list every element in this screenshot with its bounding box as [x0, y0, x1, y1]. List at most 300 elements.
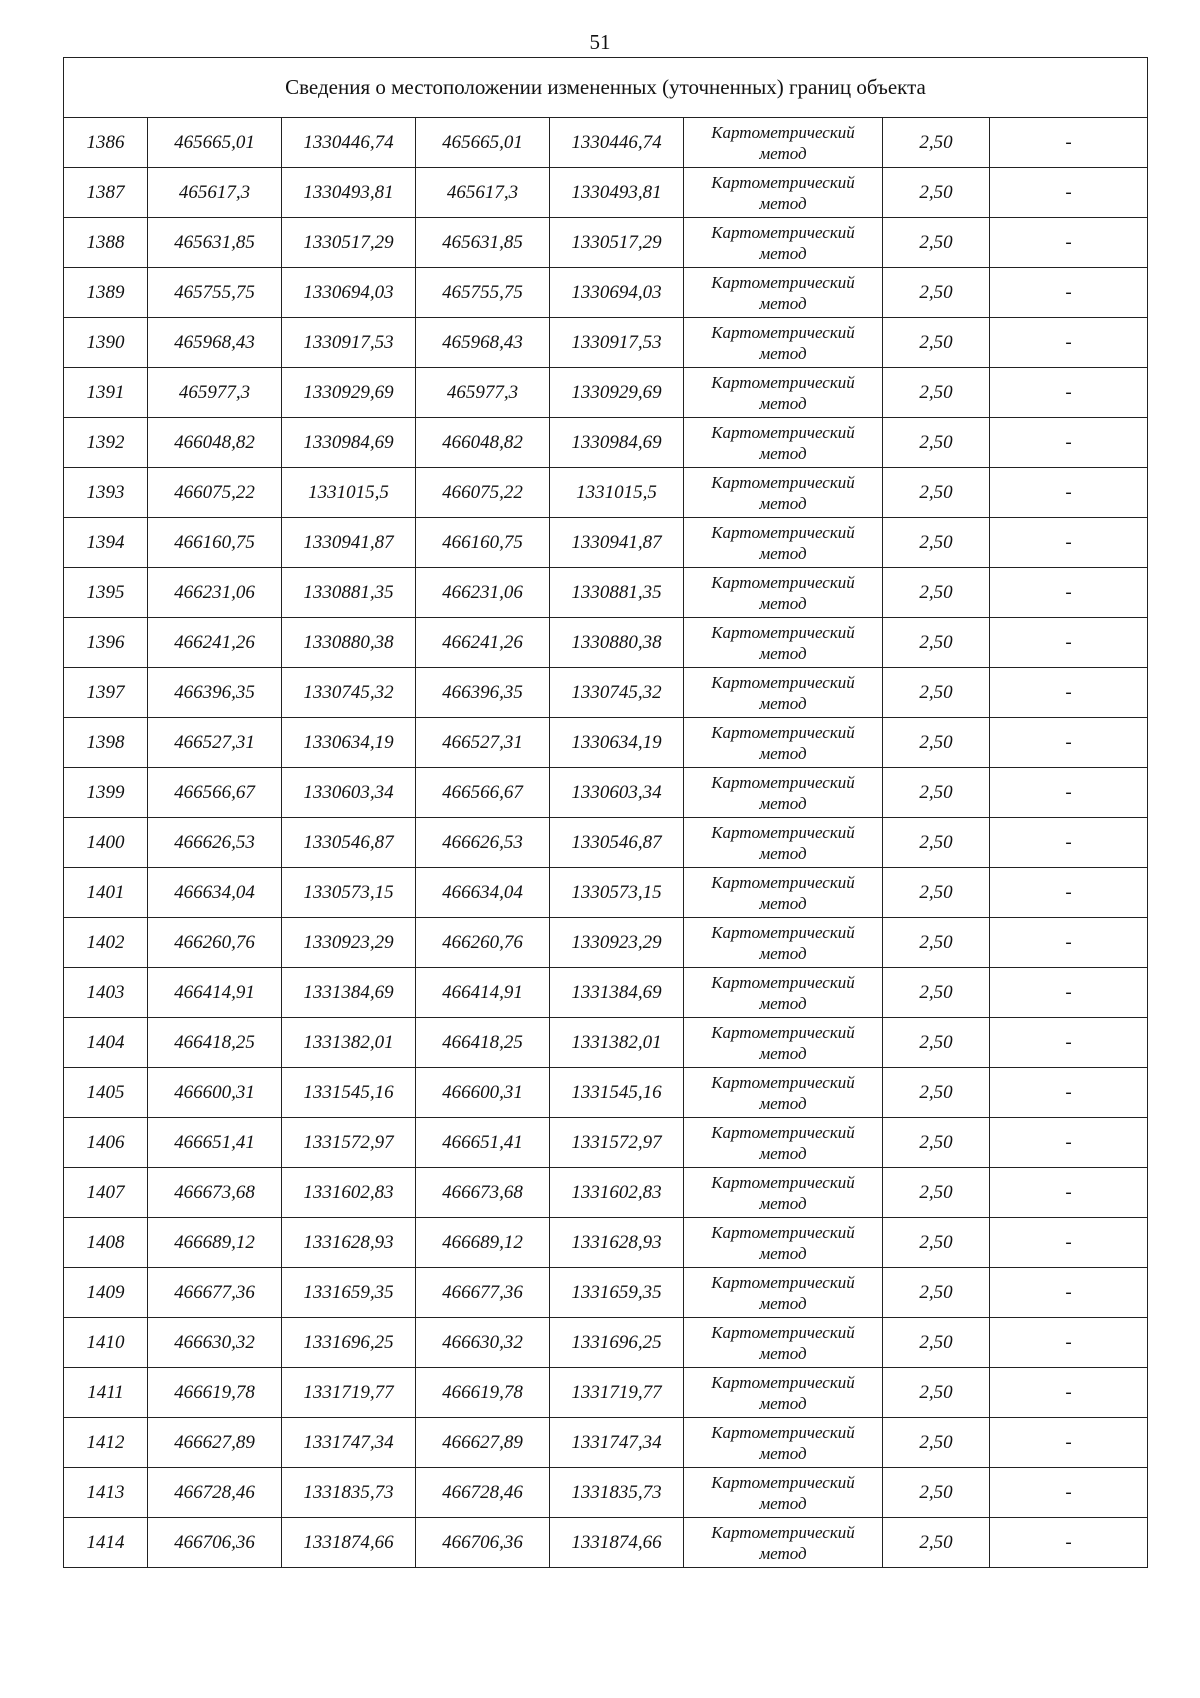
table-row	[64, 268, 1148, 318]
note-cell: -	[990, 1318, 1148, 1368]
method-cell	[684, 1168, 883, 1218]
method-cell	[684, 168, 883, 218]
method-line-1: Картометрический	[711, 1022, 855, 1042]
existing-x-cell: 466075,22	[148, 468, 282, 518]
new-x-cell: 466418,25	[416, 1018, 550, 1068]
new-x-cell: 466600,31	[416, 1068, 550, 1118]
note-cell: -	[990, 1368, 1148, 1418]
accuracy-cell: 2,50	[883, 368, 990, 418]
point-number-cell: 1393	[64, 468, 148, 518]
existing-x-cell: 466706,36	[148, 1518, 282, 1568]
method-line-2: метод	[759, 493, 807, 513]
method-line-1: Картометрический	[711, 822, 855, 842]
point-number-cell: 1389	[64, 268, 148, 318]
existing-x-cell: 465755,75	[148, 268, 282, 318]
accuracy-cell: 2,50	[883, 718, 990, 768]
method-line-1: Картометрический	[711, 1372, 855, 1392]
table-row	[64, 618, 1148, 668]
method-line-1: Картометрический	[711, 122, 855, 142]
new-y-cell: 1331659,35	[550, 1268, 684, 1318]
point-number-cell: 1412	[64, 1418, 148, 1468]
new-y-cell: 1330941,87	[550, 518, 684, 568]
new-y-cell: 1330984,69	[550, 418, 684, 468]
method-cell	[684, 768, 883, 818]
method-line-1: Картометрический	[711, 1072, 855, 1092]
accuracy-cell: 2,50	[883, 1018, 990, 1068]
new-x-cell: 466396,35	[416, 668, 550, 718]
table-row	[64, 1468, 1148, 1518]
method-line-2: метод	[759, 843, 807, 863]
method-cell	[684, 718, 883, 768]
new-x-cell: 465617,3	[416, 168, 550, 218]
new-y-cell: 1330546,87	[550, 818, 684, 868]
existing-y-cell: 1331572,97	[282, 1118, 416, 1168]
new-x-cell: 466627,89	[416, 1418, 550, 1468]
accuracy-cell: 2,50	[883, 618, 990, 668]
method-cell	[684, 1468, 883, 1518]
table-row	[64, 868, 1148, 918]
new-y-cell: 1330573,15	[550, 868, 684, 918]
new-y-cell: 1331602,83	[550, 1168, 684, 1218]
method-line-2: метод	[759, 993, 807, 1013]
method-line-1: Картометрический	[711, 1272, 855, 1292]
table-row	[64, 1418, 1148, 1468]
point-number-cell: 1405	[64, 1068, 148, 1118]
existing-y-cell: 1330446,74	[282, 118, 416, 168]
existing-x-cell: 466600,31	[148, 1068, 282, 1118]
method-cell	[684, 218, 883, 268]
existing-y-cell: 1330923,29	[282, 918, 416, 968]
existing-y-cell: 1330493,81	[282, 168, 416, 218]
method-cell	[684, 1418, 883, 1468]
existing-x-cell: 466231,06	[148, 568, 282, 618]
table-row	[64, 668, 1148, 718]
method-line-2: метод	[759, 1293, 807, 1313]
existing-x-cell: 465665,01	[148, 118, 282, 168]
method-line-1: Картометрический	[711, 972, 855, 992]
new-y-cell: 1331835,73	[550, 1468, 684, 1518]
method-line-2: метод	[759, 243, 807, 263]
new-x-cell: 466160,75	[416, 518, 550, 568]
method-cell	[684, 1118, 883, 1168]
note-cell: -	[990, 818, 1148, 868]
accuracy-cell: 2,50	[883, 1518, 990, 1568]
method-line-1: Картометрический	[711, 222, 855, 242]
table-row	[64, 318, 1148, 368]
method-line-2: метод	[759, 1243, 807, 1263]
method-line-2: метод	[759, 1143, 807, 1163]
method-cell	[684, 268, 883, 318]
new-y-cell: 1330923,29	[550, 918, 684, 968]
table-row	[64, 1218, 1148, 1268]
method-cell	[684, 318, 883, 368]
point-number-cell: 1386	[64, 118, 148, 168]
table-row	[64, 1118, 1148, 1168]
method-cell	[684, 1218, 883, 1268]
existing-y-cell: 1331015,5	[282, 468, 416, 518]
new-y-cell: 1331382,01	[550, 1018, 684, 1068]
new-y-cell: 1330694,03	[550, 268, 684, 318]
table-row	[64, 118, 1148, 168]
note-cell: -	[990, 768, 1148, 818]
new-x-cell: 466566,67	[416, 768, 550, 818]
method-cell	[684, 468, 883, 518]
point-number-cell: 1394	[64, 518, 148, 568]
table-body	[64, 118, 1148, 1568]
existing-x-cell: 466619,78	[148, 1368, 282, 1418]
existing-x-cell: 466048,82	[148, 418, 282, 468]
point-number-cell: 1403	[64, 968, 148, 1018]
accuracy-cell: 2,50	[883, 1268, 990, 1318]
new-y-cell: 1330517,29	[550, 218, 684, 268]
method-line-2: метод	[759, 343, 807, 363]
note-cell: -	[990, 468, 1148, 518]
new-x-cell: 465968,43	[416, 318, 550, 368]
method-cell	[684, 1318, 883, 1368]
accuracy-cell: 2,50	[883, 918, 990, 968]
method-line-2: метод	[759, 943, 807, 963]
note-cell: -	[990, 718, 1148, 768]
note-cell: -	[990, 868, 1148, 918]
new-x-cell: 466241,26	[416, 618, 550, 668]
existing-x-cell: 466418,25	[148, 1018, 282, 1068]
new-y-cell: 1330929,69	[550, 368, 684, 418]
new-x-cell: 466231,06	[416, 568, 550, 618]
existing-y-cell: 1330573,15	[282, 868, 416, 918]
accuracy-cell: 2,50	[883, 418, 990, 468]
method-line-2: метод	[759, 1443, 807, 1463]
new-x-cell: 466634,04	[416, 868, 550, 918]
accuracy-cell: 2,50	[883, 318, 990, 368]
table-row	[64, 768, 1148, 818]
method-line-2: метод	[759, 743, 807, 763]
existing-x-cell: 466527,31	[148, 718, 282, 768]
new-x-cell: 465665,01	[416, 118, 550, 168]
new-x-cell: 466673,68	[416, 1168, 550, 1218]
existing-x-cell: 465968,43	[148, 318, 282, 368]
point-number-cell: 1398	[64, 718, 148, 768]
accuracy-cell: 2,50	[883, 768, 990, 818]
method-line-1: Картометрический	[711, 772, 855, 792]
new-x-cell: 465755,75	[416, 268, 550, 318]
table-row	[64, 818, 1148, 868]
method-cell	[684, 818, 883, 868]
new-y-cell: 1331572,97	[550, 1118, 684, 1168]
point-number-cell: 1397	[64, 668, 148, 718]
point-number-cell: 1396	[64, 618, 148, 668]
new-x-cell: 465631,85	[416, 218, 550, 268]
table-row	[64, 468, 1148, 518]
method-line-1: Картометрический	[711, 522, 855, 542]
note-cell: -	[990, 568, 1148, 618]
method-line-2: метод	[759, 893, 807, 913]
note-cell: -	[990, 1068, 1148, 1118]
method-line-2: метод	[759, 793, 807, 813]
table-header-row	[64, 58, 1148, 118]
method-cell	[684, 1518, 883, 1568]
new-x-cell: 466527,31	[416, 718, 550, 768]
existing-y-cell: 1331835,73	[282, 1468, 416, 1518]
method-line-2: метод	[759, 543, 807, 563]
point-number-cell: 1399	[64, 768, 148, 818]
accuracy-cell: 2,50	[883, 168, 990, 218]
method-line-2: метод	[759, 443, 807, 463]
table-row	[64, 518, 1148, 568]
existing-y-cell: 1330546,87	[282, 818, 416, 868]
boundary-coordinates-table	[63, 57, 1148, 1568]
note-cell: -	[990, 1518, 1148, 1568]
existing-x-cell: 466160,75	[148, 518, 282, 568]
new-x-cell: 466626,53	[416, 818, 550, 868]
table-row	[64, 368, 1148, 418]
existing-x-cell: 466414,91	[148, 968, 282, 1018]
note-cell: -	[990, 218, 1148, 268]
accuracy-cell: 2,50	[883, 668, 990, 718]
point-number-cell: 1409	[64, 1268, 148, 1318]
table-row	[64, 968, 1148, 1018]
note-cell: -	[990, 1468, 1148, 1518]
method-line-1: Картометрический	[711, 272, 855, 292]
method-line-1: Картометрический	[711, 1122, 855, 1142]
point-number-cell: 1408	[64, 1218, 148, 1268]
method-line-1: Картометрический	[711, 422, 855, 442]
new-y-cell: 1330745,32	[550, 668, 684, 718]
new-x-cell: 466075,22	[416, 468, 550, 518]
new-y-cell: 1331015,5	[550, 468, 684, 518]
method-line-2: метод	[759, 693, 807, 713]
new-y-cell: 1331719,77	[550, 1368, 684, 1418]
note-cell: -	[990, 318, 1148, 368]
existing-x-cell: 466728,46	[148, 1468, 282, 1518]
existing-y-cell: 1331382,01	[282, 1018, 416, 1068]
method-cell	[684, 968, 883, 1018]
table-row	[64, 1368, 1148, 1418]
method-line-2: метод	[759, 643, 807, 663]
new-y-cell: 1330493,81	[550, 168, 684, 218]
new-x-cell: 466619,78	[416, 1368, 550, 1418]
point-number-cell: 1410	[64, 1318, 148, 1368]
method-cell	[684, 368, 883, 418]
note-cell: -	[990, 418, 1148, 468]
accuracy-cell: 2,50	[883, 118, 990, 168]
new-y-cell: 1331696,25	[550, 1318, 684, 1368]
note-cell: -	[990, 1218, 1148, 1268]
new-x-cell: 466630,32	[416, 1318, 550, 1368]
new-y-cell: 1330881,35	[550, 568, 684, 618]
method-line-1: Картометрический	[711, 922, 855, 942]
new-y-cell: 1331874,66	[550, 1518, 684, 1568]
method-line-1: Картометрический	[711, 172, 855, 192]
method-cell	[684, 868, 883, 918]
existing-x-cell: 466630,32	[148, 1318, 282, 1368]
page-number: 51	[589, 30, 611, 54]
existing-x-cell: 466627,89	[148, 1418, 282, 1468]
new-x-cell: 466260,76	[416, 918, 550, 968]
note-cell: -	[990, 118, 1148, 168]
point-number-cell: 1411	[64, 1368, 148, 1418]
accuracy-cell: 2,50	[883, 818, 990, 868]
method-line-1: Картометрический	[711, 1422, 855, 1442]
new-x-cell: 466689,12	[416, 1218, 550, 1268]
accuracy-cell: 2,50	[883, 868, 990, 918]
note-cell: -	[990, 168, 1148, 218]
point-number-cell: 1395	[64, 568, 148, 618]
method-line-1: Картометрический	[711, 1472, 855, 1492]
existing-x-cell: 466260,76	[148, 918, 282, 968]
note-cell: -	[990, 918, 1148, 968]
table-row	[64, 718, 1148, 768]
method-line-1: Картометрический	[711, 322, 855, 342]
method-cell	[684, 618, 883, 668]
new-y-cell: 1331545,16	[550, 1068, 684, 1118]
note-cell: -	[990, 668, 1148, 718]
existing-x-cell: 466689,12	[148, 1218, 282, 1268]
existing-y-cell: 1331874,66	[282, 1518, 416, 1568]
method-line-1: Картометрический	[711, 572, 855, 592]
existing-y-cell: 1331659,35	[282, 1268, 416, 1318]
method-line-2: метод	[759, 1393, 807, 1413]
new-x-cell: 466651,41	[416, 1118, 550, 1168]
method-line-1: Картометрический	[711, 722, 855, 742]
existing-y-cell: 1330634,19	[282, 718, 416, 768]
method-cell	[684, 418, 883, 468]
accuracy-cell: 2,50	[883, 1468, 990, 1518]
new-y-cell: 1331747,34	[550, 1418, 684, 1468]
existing-y-cell: 1330517,29	[282, 218, 416, 268]
method-line-2: метод	[759, 1093, 807, 1113]
point-number-cell: 1388	[64, 218, 148, 268]
existing-y-cell: 1330881,35	[282, 568, 416, 618]
method-line-1: Картометрический	[711, 372, 855, 392]
table-row	[64, 418, 1148, 468]
accuracy-cell: 2,50	[883, 1168, 990, 1218]
new-y-cell: 1330446,74	[550, 118, 684, 168]
point-number-cell: 1414	[64, 1518, 148, 1568]
method-line-1: Картометрический	[711, 1172, 855, 1192]
method-line-2: метод	[759, 1543, 807, 1563]
table-row	[64, 1318, 1148, 1368]
table-row	[64, 1518, 1148, 1568]
accuracy-cell: 2,50	[883, 1368, 990, 1418]
new-y-cell: 1330603,34	[550, 768, 684, 818]
accuracy-cell: 2,50	[883, 1118, 990, 1168]
existing-y-cell: 1331545,16	[282, 1068, 416, 1118]
new-y-cell: 1331384,69	[550, 968, 684, 1018]
existing-y-cell: 1330694,03	[282, 268, 416, 318]
method-line-2: метод	[759, 393, 807, 413]
new-y-cell: 1330917,53	[550, 318, 684, 368]
method-line-2: метод	[759, 193, 807, 213]
existing-y-cell: 1331628,93	[282, 1218, 416, 1268]
accuracy-cell: 2,50	[883, 468, 990, 518]
method-cell	[684, 1368, 883, 1418]
existing-x-cell: 466396,35	[148, 668, 282, 718]
existing-y-cell: 1330880,38	[282, 618, 416, 668]
table-header: Сведения о местоположении измененных (уточненных) границ объекта	[64, 58, 1148, 118]
point-number-cell: 1407	[64, 1168, 148, 1218]
accuracy-cell: 2,50	[883, 268, 990, 318]
note-cell: -	[990, 1418, 1148, 1468]
existing-x-cell: 466566,67	[148, 768, 282, 818]
new-x-cell: 466414,91	[416, 968, 550, 1018]
method-line-2: метод	[759, 1043, 807, 1063]
method-line-1: Картометрический	[711, 472, 855, 492]
existing-y-cell: 1330984,69	[282, 418, 416, 468]
accuracy-cell: 2,50	[883, 218, 990, 268]
method-cell	[684, 568, 883, 618]
note-cell: -	[990, 1168, 1148, 1218]
table-row	[64, 1068, 1148, 1118]
note-cell: -	[990, 368, 1148, 418]
accuracy-cell: 2,50	[883, 1218, 990, 1268]
existing-y-cell: 1330917,53	[282, 318, 416, 368]
new-y-cell: 1331628,93	[550, 1218, 684, 1268]
method-cell	[684, 1018, 883, 1068]
existing-x-cell: 466677,36	[148, 1268, 282, 1318]
method-line-2: метод	[759, 593, 807, 613]
method-line-2: метод	[759, 1193, 807, 1213]
table-row	[64, 218, 1148, 268]
existing-y-cell: 1331696,25	[282, 1318, 416, 1368]
accuracy-cell: 2,50	[883, 1418, 990, 1468]
accuracy-cell: 2,50	[883, 1068, 990, 1118]
point-number-cell: 1391	[64, 368, 148, 418]
existing-x-cell: 465977,3	[148, 368, 282, 418]
method-cell	[684, 668, 883, 718]
accuracy-cell: 2,50	[883, 1318, 990, 1368]
method-cell	[684, 918, 883, 968]
note-cell: -	[990, 518, 1148, 568]
existing-y-cell: 1330941,87	[282, 518, 416, 568]
note-cell: -	[990, 268, 1148, 318]
point-number-cell: 1392	[64, 418, 148, 468]
note-cell: -	[990, 968, 1148, 1018]
method-line-1: Картометрический	[711, 872, 855, 892]
method-cell	[684, 118, 883, 168]
method-line-2: метод	[759, 1343, 807, 1363]
existing-y-cell: 1330745,32	[282, 668, 416, 718]
existing-y-cell: 1331602,83	[282, 1168, 416, 1218]
point-number-cell: 1401	[64, 868, 148, 918]
note-cell: -	[990, 1268, 1148, 1318]
method-line-1: Картометрический	[711, 1322, 855, 1342]
method-line-1: Картометрический	[711, 622, 855, 642]
existing-x-cell: 466673,68	[148, 1168, 282, 1218]
point-number-cell: 1404	[64, 1018, 148, 1068]
method-line-2: метод	[759, 143, 807, 163]
method-line-2: метод	[759, 1493, 807, 1513]
table-row	[64, 1168, 1148, 1218]
method-line-2: метод	[759, 293, 807, 313]
method-cell	[684, 1268, 883, 1318]
method-line-1: Картометрический	[711, 1222, 855, 1242]
method-cell	[684, 518, 883, 568]
existing-y-cell: 1331747,34	[282, 1418, 416, 1468]
accuracy-cell: 2,50	[883, 518, 990, 568]
new-y-cell: 1330880,38	[550, 618, 684, 668]
existing-y-cell: 1330603,34	[282, 768, 416, 818]
table-row	[64, 568, 1148, 618]
method-cell	[684, 1068, 883, 1118]
new-x-cell: 466706,36	[416, 1518, 550, 1568]
table-row	[64, 1018, 1148, 1068]
existing-y-cell: 1331384,69	[282, 968, 416, 1018]
new-x-cell: 466677,36	[416, 1268, 550, 1318]
new-y-cell: 1330634,19	[550, 718, 684, 768]
point-number-cell: 1413	[64, 1468, 148, 1518]
existing-x-cell: 466634,04	[148, 868, 282, 918]
accuracy-cell: 2,50	[883, 968, 990, 1018]
